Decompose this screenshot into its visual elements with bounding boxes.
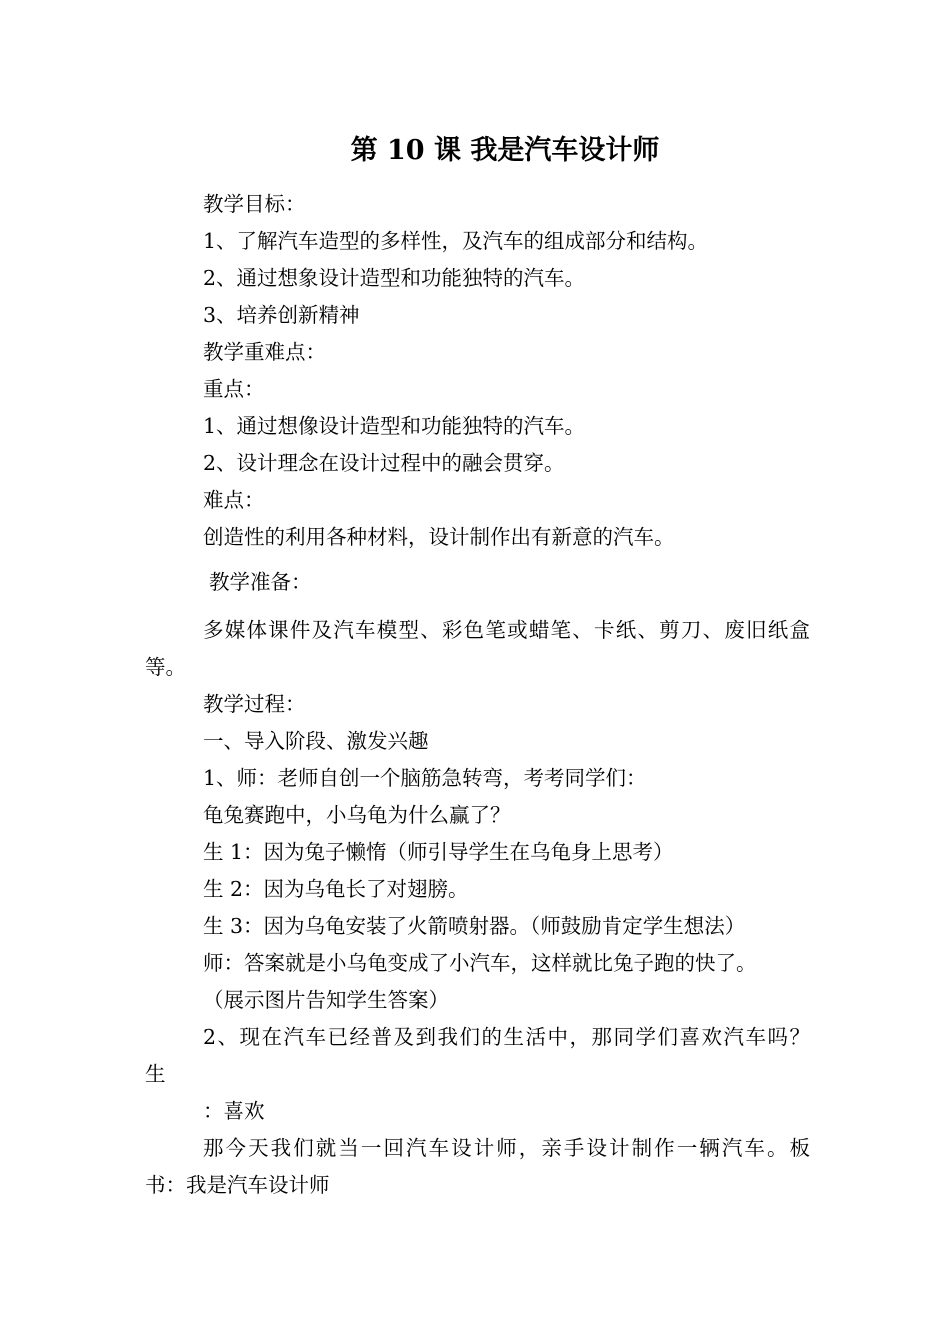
heading-difficulty: 难点：: [203, 488, 265, 512]
paragraph: 创造性的利用各种材料，设计制作出有新意的汽车。: [203, 525, 675, 549]
paragraph: 生 3：因为乌龟安装了火箭喷射器。（师鼓励肯定学生想法）: [203, 914, 746, 938]
paragraph: 生 2：因为乌龟长了对翅膀。: [203, 877, 469, 901]
paragraph-continuation: 生: [145, 1062, 166, 1086]
heading-key-points: 教学重难点：: [203, 340, 326, 364]
paragraph: 1、师：老师自创一个脑筋急转弯，考考同学们：: [203, 766, 647, 790]
paragraph-continuation: 等。: [145, 655, 186, 679]
paragraph: 2、现在汽车已经普及到我们的生活中，那同学们喜欢汽车吗？: [203, 1025, 810, 1049]
paragraph: ：喜欢: [203, 1099, 265, 1123]
paragraph: 那今天我们就当一回汽车设计师，亲手设计制作一辆汽车。板: [203, 1136, 810, 1160]
heading-objectives: 教学目标：: [203, 192, 306, 216]
paragraph: 2、通过想象设计造型和功能独特的汽车。: [203, 266, 586, 290]
paragraph: 师：答案就是小乌龟变成了小汽车，这样就比兔子跑的快了。: [203, 951, 757, 975]
paragraph: 1、通过想像设计造型和功能独特的汽车。: [203, 414, 586, 438]
page-title: 第 10 课 我是汽车设计师: [350, 135, 660, 166]
heading-focus: 重点：: [203, 377, 265, 401]
document-body: [145, 186, 810, 1204]
paragraph-continuation: 书：我是汽车设计师: [145, 1173, 330, 1197]
paragraph: 2、设计理念在设计过程中的融会贯穿。: [203, 451, 565, 475]
heading-process: 教学过程：: [203, 692, 306, 716]
paragraph: 3、培养创新精神: [203, 303, 360, 327]
paragraph: 生 1：因为兔子懒惰（师引导学生在乌龟身上思考）: [203, 840, 674, 864]
section-heading: 一、导入阶段、激发兴趣: [203, 729, 429, 753]
paragraph: 多媒体课件及汽车模型、彩色笔或蜡笔、卡纸、剪刀、废旧纸盒: [203, 618, 810, 642]
paragraph: 龟兔赛跑中，小乌龟为什么赢了？: [203, 803, 511, 827]
heading-preparation: 教学准备：: [209, 570, 312, 594]
paragraph: 1、了解汽车造型的多样性，及汽车的组成部分和结构。: [203, 229, 709, 253]
paragraph: （展示图片告知学生答案）: [203, 988, 449, 1012]
